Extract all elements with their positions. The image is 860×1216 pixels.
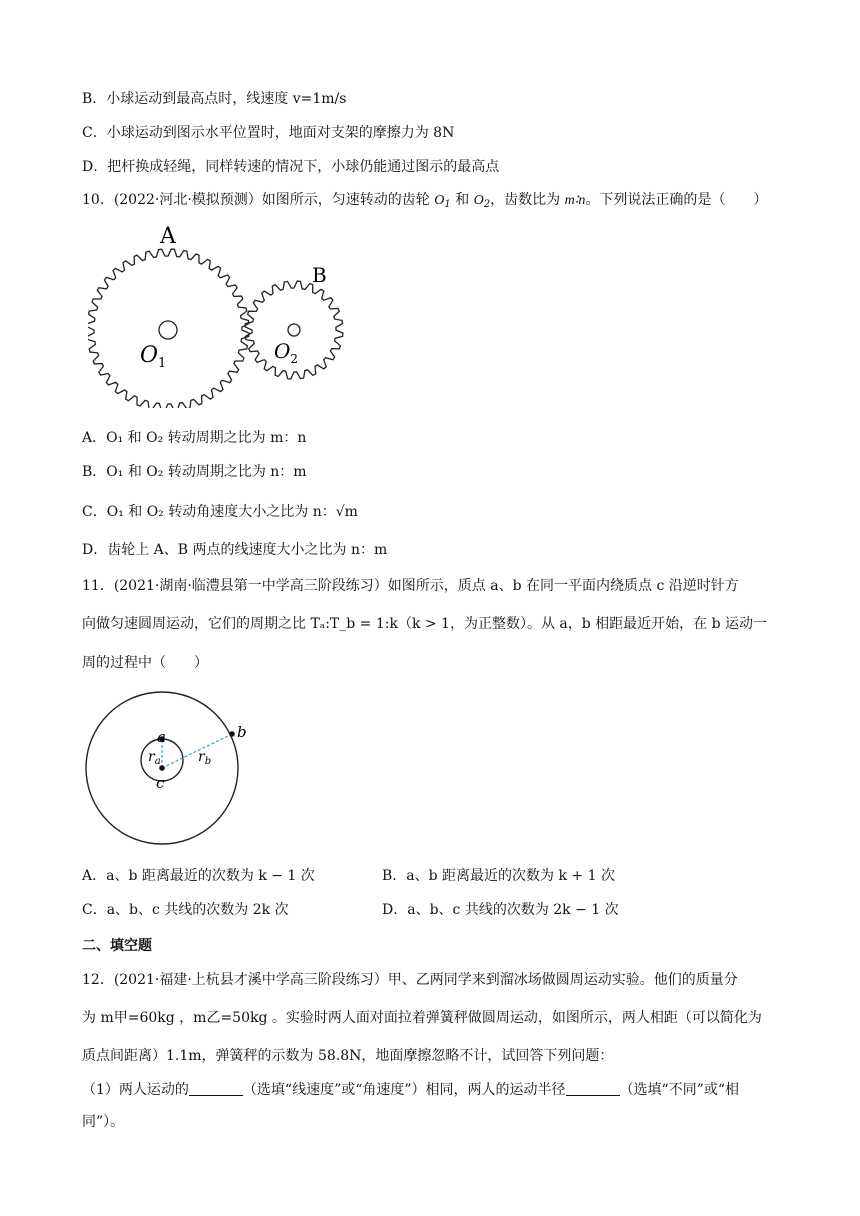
label-rb: $r_b$	[198, 749, 212, 767]
q11-option-d: D．a、b、c 共线的次数为 2k − 1 次	[382, 902, 619, 918]
rb-line	[162, 734, 232, 768]
q12-stem-line2: 为 m甲=60kg ，m乙=50kg 。实验时两人面对面拉着弹簧秤做圆周运动，如图所示，两人相距（可以简化为	[82, 1010, 762, 1026]
gear-a	[88, 249, 249, 408]
q9-option-d: D．把杆换成轻绳，同样转速的情况下，小球仍能通过图示的最高点	[82, 159, 500, 175]
gear-b-label: B	[312, 263, 327, 287]
gearA-outline	[88, 249, 249, 408]
q11-stem-line1: 11．(2021·湖南·临澧县第一中学高三阶段练习）如图所示，质点 a、b 在同一平面内绕质点 c 沿逆时针方	[82, 578, 739, 594]
orbit-figure	[84, 690, 266, 850]
q11-option-a: A．a、b 距离最近的次数为 k − 1 次	[82, 868, 315, 884]
q12-part1-c: （选填“不同”或“相	[619, 1082, 740, 1098]
q12-stem-line1: 12．(2021·福建·上杭县才溪中学高三阶段练习）甲、乙两同学来到溜冰场做圆周运动实验。他们的质量分	[82, 972, 738, 988]
q10-o2-sub: 2	[483, 199, 491, 210]
q10-prefix: 10．(2022·河北·模拟预测）如图所示，匀速转动的齿轮	[82, 192, 435, 208]
section-heading: 二、填空题	[82, 938, 152, 954]
q11-stem-line2: 向做匀速圆周运动，它们的周期之比 Tₐ:T_b = 1:k（k > 1，为正整数）。从 a，b 相距最近开始，在 b 运动一	[82, 616, 768, 632]
label-c: c	[156, 774, 165, 792]
q12-part1-end: 同”）。	[82, 1114, 125, 1130]
q10-mid2: ，齿数比为	[490, 192, 565, 208]
q12-part1-a: （1）两人运动的	[82, 1082, 189, 1098]
label-ra: $r_a$	[148, 749, 161, 767]
gear-a-label: A	[160, 224, 176, 249]
q11-option-c: C．a、b、c 共线的次数为 2k 次	[82, 902, 289, 918]
gear-figure	[88, 222, 348, 408]
q10-option-b: B．O₁ 和 O₂ 转动周期之比为 n：m	[82, 464, 307, 480]
q10-mid1: 和	[450, 192, 474, 208]
q10-stem	[82, 190, 767, 215]
q10-ratio: m∶n	[564, 193, 586, 208]
q10-suffix: 。下列说法正确的是（ ）	[585, 192, 768, 208]
o1-label: $O_1$	[140, 343, 167, 371]
q10-option-c: C．O₁ 和 O₂ 转动角速度大小之比为 n：√m	[82, 504, 358, 520]
answer-blank-2[interactable]	[566, 1081, 620, 1096]
answer-blank-1[interactable]	[189, 1081, 243, 1096]
q9-option-c: C．小球运动到图示水平位置时，地面对支架的摩擦力为 8N	[82, 125, 455, 141]
label-b: b	[237, 723, 247, 741]
gear-b-axle	[288, 324, 300, 336]
q10-o2: O	[473, 193, 484, 208]
point-b	[229, 731, 235, 737]
q10-o1: O	[434, 193, 445, 208]
q12-part1	[82, 1080, 739, 1100]
q12-stem-line3: 质点间距离）1.1m，弹簧秤的示数为 58.8N，地面摩擦忽略不计，试回答下列问题：	[82, 1048, 614, 1064]
q10-option-d: D．齿轮上 A、B 两点的线速度大小之比为 n：m	[82, 542, 388, 558]
o2-label: $O_2$	[274, 339, 299, 366]
q11-stem-line3: 周的过程中（ ）	[82, 655, 208, 671]
gear-a-axle	[159, 321, 177, 339]
q10-option-a: A．O₁ 和 O₂ 转动周期之比为 m：n	[82, 430, 307, 446]
q11-option-b: B．a、b 距离最近的次数为 k + 1 次	[382, 868, 615, 884]
label-a: a	[157, 728, 166, 746]
q10-o1-sub: 1	[444, 199, 451, 210]
q9-option-b: B．小球运动到最高点时，线速度 v=1m/s	[82, 91, 347, 107]
q12-part1-b: （选填“线速度”或“角速度”）相同，两人的运动半径	[242, 1082, 566, 1098]
